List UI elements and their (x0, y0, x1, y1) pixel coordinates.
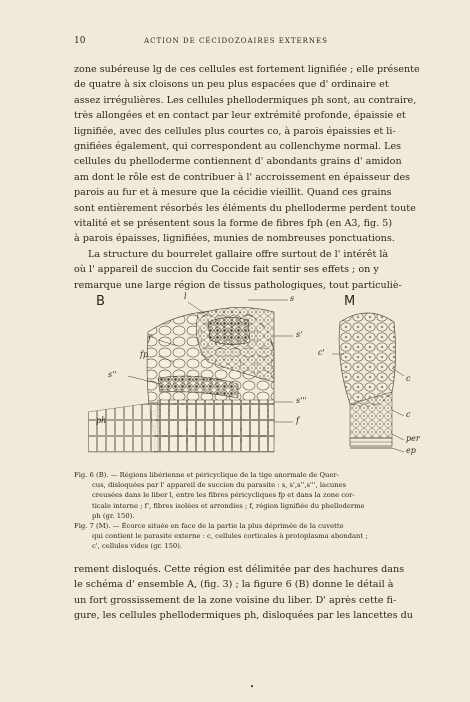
text-line: rement disloqués. Cette région est délimitée par des hachures dans (74, 564, 405, 575)
text-line: à parois épaisses, lignifiées, munies de nombreuses ponctuations. (74, 233, 395, 245)
panel-m-drawing (339, 313, 395, 448)
panel-m-letter: M (344, 294, 356, 309)
caption-line: qui contient le parasite externe : c, cellules corticales à protoplasma abondant ; (92, 532, 368, 541)
text-line: de quatre à six cloisons un peu plus espacées que d' ordinaire et (74, 79, 389, 91)
text-line: zone subéreuse lg de ces cellules est fortement lignifiée ; elle présente (74, 64, 420, 75)
paragraph-1 (74, 62, 431, 247)
text-line: lignifiée, avec des cellules plus courtes co, à parois épaissies et li- (74, 125, 396, 137)
label-c-prime: c' (318, 348, 325, 357)
panel-b-drawing (88, 307, 274, 452)
label-per: per (406, 434, 420, 443)
text-line: parois au fur et à mesure que la cécidie vieillit. Quand ces grains (74, 187, 392, 199)
caption-line: creusées dans le liber l, entre les fibres péricycliques fp et dans la zone cor- (92, 491, 355, 500)
caption-line: c', cellules vides (gr. 150). (92, 542, 183, 551)
caption-line: Fig. 7 (M). — Écorce située en face de la partie la plus déprimée de la cuvette (74, 522, 344, 531)
body-text-top (74, 62, 431, 293)
text-line: gnifiées également, qui correspondent au collenchyme normal. Les (74, 141, 402, 153)
label-f: f (296, 416, 299, 425)
body-text-bottom (74, 562, 431, 624)
label-c-1: c (406, 374, 411, 383)
caption-line: cus, disloquées par l' appareil de succion du parasite : s, s',s'',s''', lacunes (92, 481, 347, 490)
page-mark: • (250, 683, 255, 691)
label-c-2: c (406, 410, 411, 419)
label-s-double: s'' (108, 370, 117, 379)
text-line: cellules du phelloderme contiennent d' abondants grains d' amidon (74, 156, 402, 168)
text-line: sont entièrement résorbés les éléments du phelloderme perdent toute (74, 202, 416, 214)
label-ph: ph (96, 416, 107, 425)
text-line: où l' appareil de succion du Coccide fait sentir ses effets ; on y (74, 264, 379, 276)
panel-b-letter: B (96, 294, 105, 309)
text-line: un fort grossissement de la zone voisine du liber. D' après cette fi- (74, 594, 397, 606)
figure-6-7 (88, 292, 428, 460)
label-f-prime: f' (148, 334, 154, 343)
text-line: très allongées et en contact par leur extrémité profonde, épaissie et (74, 110, 406, 122)
label-s: s (290, 294, 295, 303)
text-line: remarque une large région de tissus pathologiques, tout particuliè- (74, 279, 402, 291)
paragraph-2 (74, 247, 431, 293)
label-s-prime: s' (296, 330, 303, 339)
cell-tissue-drawing (88, 292, 428, 460)
caption-line: Fig. 6 (B). — Régions libérienne et péricyclique de la tige anormale de Quer- (74, 471, 339, 479)
label-s-triple: s''' (296, 396, 307, 405)
text-line: le schéma d' ensemble A, (fig. 3) ; la figure 6 (B) donne le détail à (74, 579, 394, 591)
figure-caption (74, 470, 431, 552)
running-title: ACTION DE CÉCIDOZOAIRES EXTERNES (144, 37, 328, 45)
label-ep: ep (406, 446, 416, 455)
caption-line: ph (gr. 150). (92, 511, 135, 520)
text-line: am dont le rôle est de contribuer à l' accroissement en épaisseur des (74, 171, 411, 183)
text-line: assez irrégulières. Les cellules phellodermiques ph sont, au contraire, (74, 94, 417, 106)
text-line: La structure du bourrelet gallaire offre surtout de l' intérêt là (88, 248, 389, 260)
text-line: vitalité et se présentent sous la forme de fibres fph (en A3, fig. 5) (74, 218, 393, 230)
page-number: 10 (74, 36, 86, 46)
running-head (74, 36, 398, 50)
caption-line: ticale interne ; f', fibres isolées et arrondies ; f, région lignifiée du phelloderme (92, 501, 365, 510)
label-fp: fp (140, 350, 149, 359)
text-line: gure, les cellules phellodermiques ph, disloquées par les lancettes du (74, 610, 413, 622)
label-l: l (184, 292, 187, 301)
